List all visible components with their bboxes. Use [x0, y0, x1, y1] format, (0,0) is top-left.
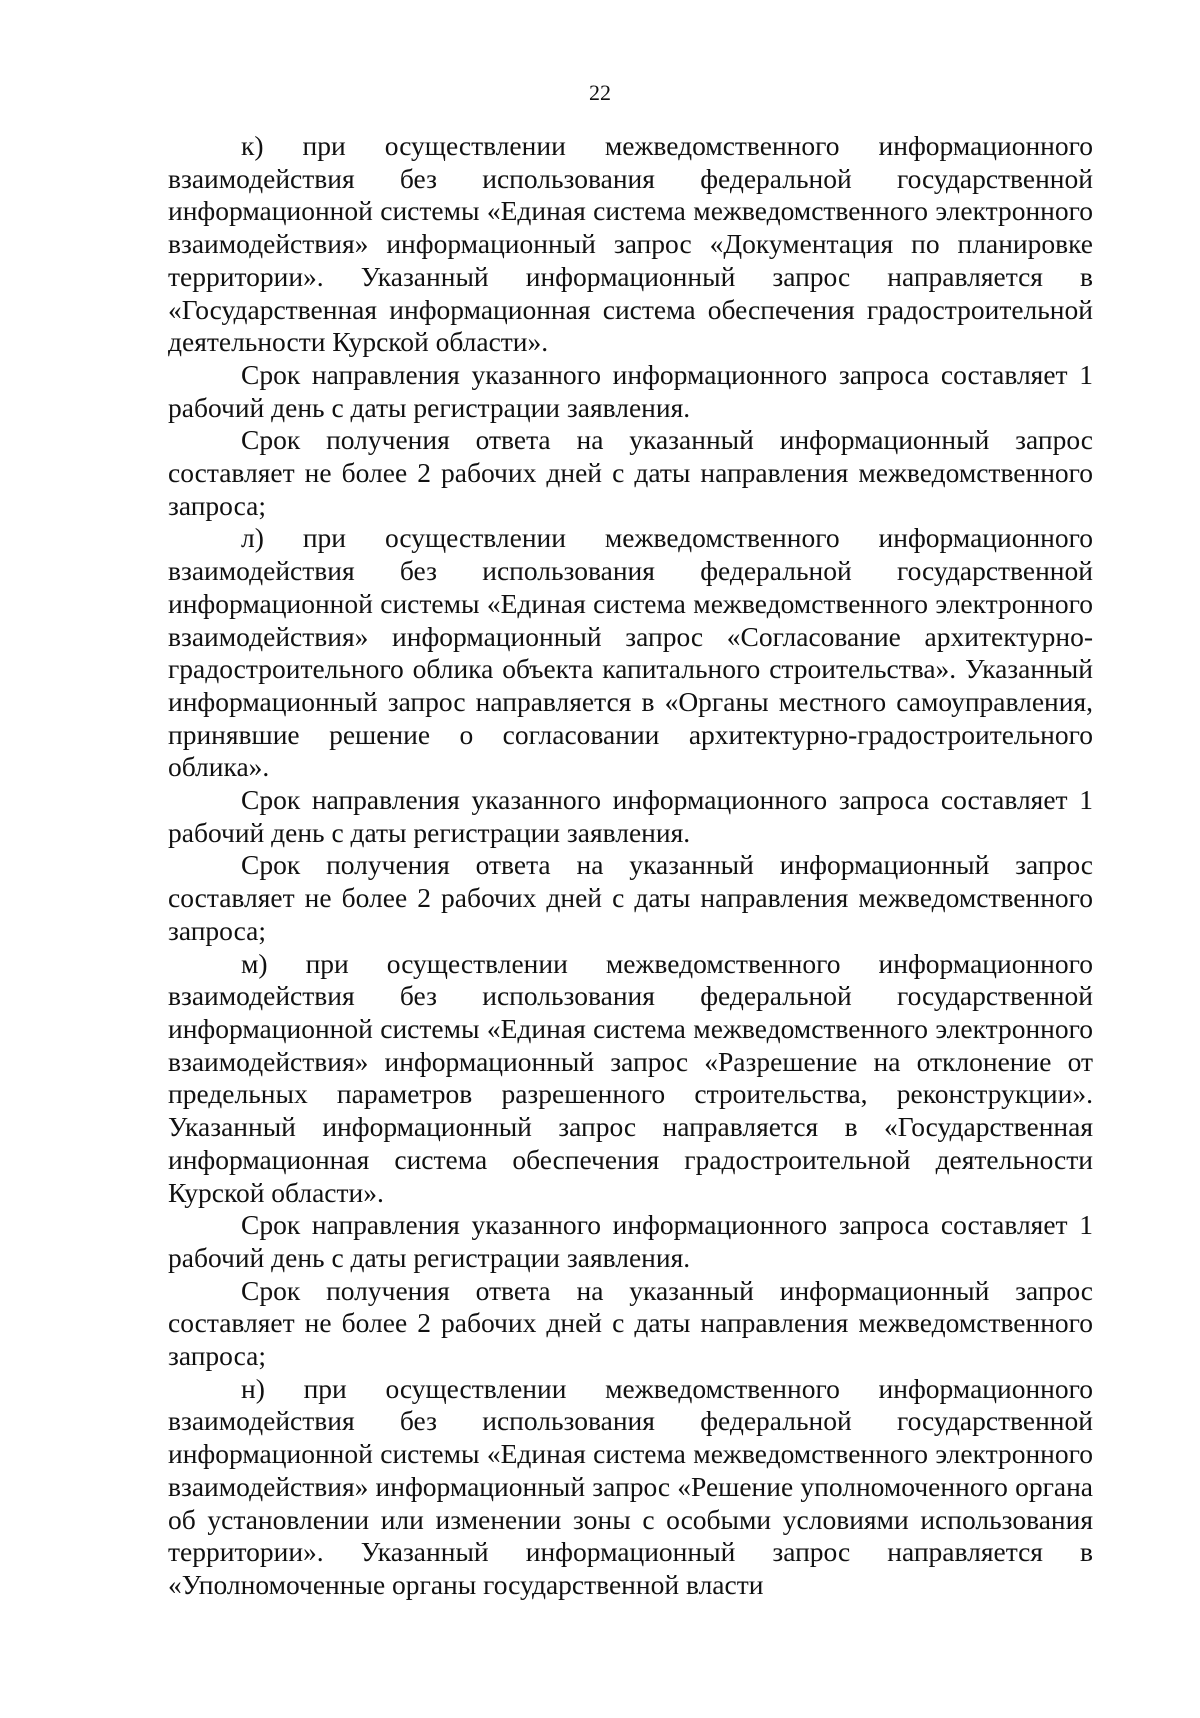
- paragraph-m-request: м) при осуществлении межведомственного информационного взаимодействия без использования федеральной государственной информационной системы «Единая система межведомственного электронного взаимодействия» информационный запрос «Разрешение на отклонение от предельных параметров разрешенного строительства, реконструкции». Указанный информационный запрос направляется в «Государственная информационная система обеспечения градостроительной деятельности Курской области».: [168, 947, 1093, 1208]
- paragraph-send-term: Срок направления указанного информационного запроса составляет 1 рабочий день с даты регистрации заявления.: [168, 1209, 1093, 1273]
- paragraph-response-term: Срок получения ответа на указанный информационный запрос составляет не более 2 рабочих дней с даты направления межведомственного запроса;: [168, 849, 1093, 946]
- paragraph-response-term: Срок получения ответа на указанный информационный запрос составляет не более 2 рабочих дней с даты направления межведомственного запроса;: [168, 424, 1093, 521]
- paragraph-send-term: Срок направления указанного информационного запроса составляет 1 рабочий день с даты регистрации заявления.: [168, 784, 1093, 848]
- paragraph-response-term: Срок получения ответа на указанный информационный запрос составляет не более 2 рабочих дней с даты направления межведомственного запроса;: [168, 1274, 1093, 1372]
- paragraph-send-term: Срок направления указанного информационного запроса составляет 1 рабочий день с даты регистрации заявления.: [168, 358, 1093, 423]
- document-body: [168, 130, 1093, 1602]
- paragraph-l-request: л) при осуществлении межведомственного информационного взаимодействия без использования федеральной государственной информационной системы «Единая система межведомственного электронного взаимодействия» информационный запрос «Согласование архитектурно-градостроительного облика объекта капитального строительства». Указанный информационный запрос направляется в «Органы местного самоуправления, принявшие решение о согласовании архитектурно-градостроительного облика».: [168, 522, 1093, 783]
- paragraph-n-request: н) при осуществлении межведомственного информационного взаимодействия без использования федеральной государственной информационной системы «Единая система межведомственного электронного взаимодействия» информационный запрос «Решение уполномоченного органа об установлении или изменении зоны с особыми условиями использования территории». Указанный информационный запрос направляется в «Уполномоченные органы государственной власти: [168, 1372, 1093, 1600]
- page-number: 22: [589, 80, 611, 105]
- paragraph-k-request: к) при осуществлении межведомственного информационного взаимодействия без использования федеральной государственной информационной системы «Единая система межведомственного электронного взаимодействия» информационный запрос «Документация по планировке территории». Указанный информационный запрос направляется в «Государственная информационная система обеспечения градостроительной деятельности Курской области».: [168, 130, 1093, 358]
